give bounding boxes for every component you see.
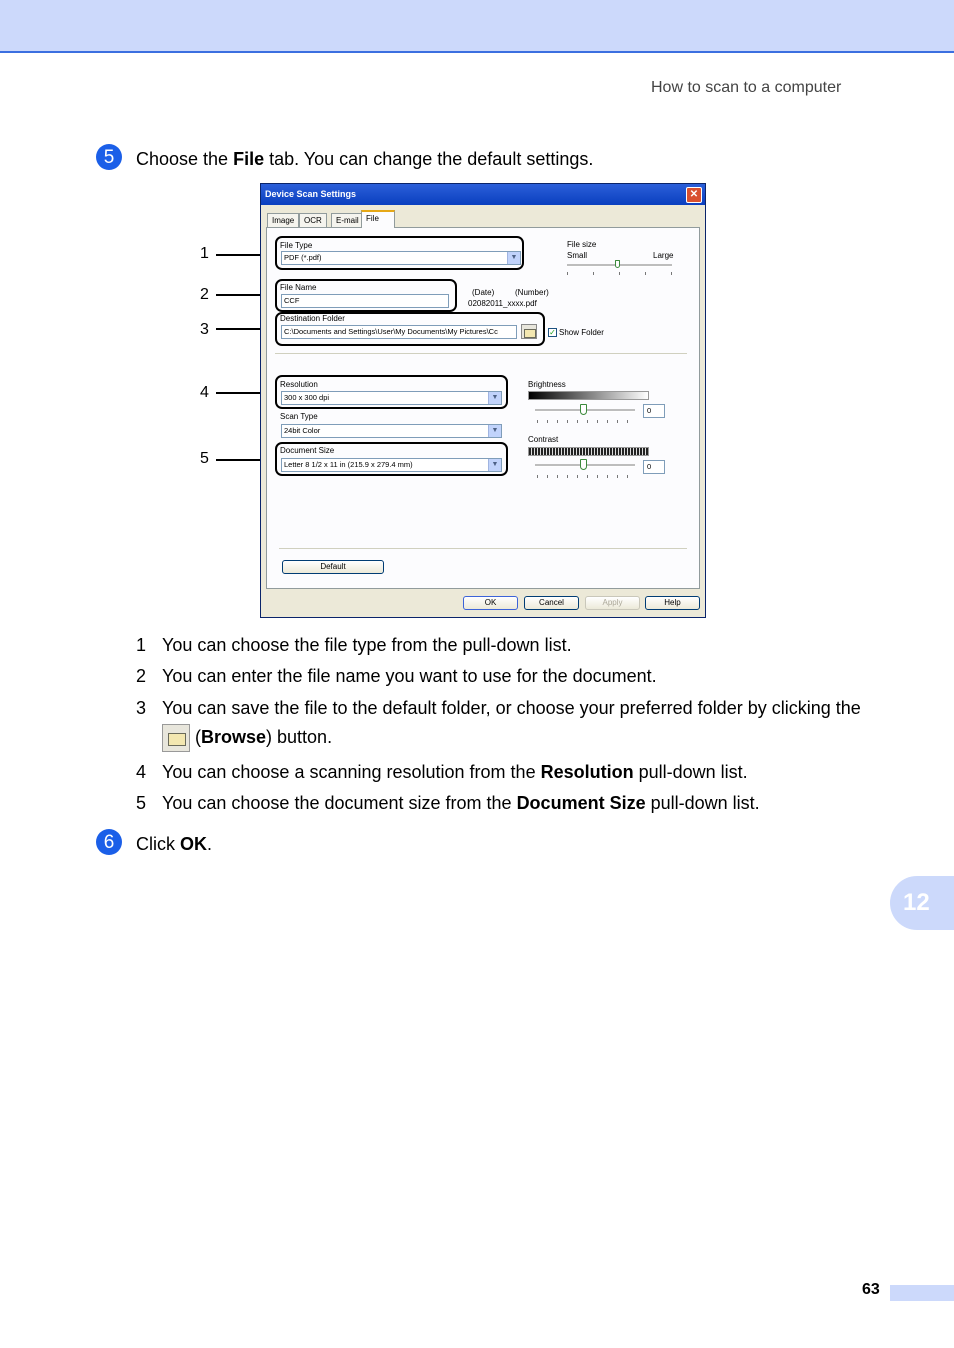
- callout-2-frame: [275, 279, 457, 312]
- list-item: [136, 635, 572, 656]
- contrast-label: Contrast: [528, 435, 559, 444]
- callout-4-label: 4: [200, 384, 209, 401]
- list-item-text-bold: Document Size: [516, 793, 646, 813]
- close-icon[interactable]: ✕: [686, 187, 702, 203]
- file-size-large-label: Large: [653, 251, 674, 260]
- file-name-label: File Name: [280, 283, 317, 292]
- contrast-slider-thumb[interactable]: [580, 459, 587, 470]
- file-name-input[interactable]: CCF: [281, 294, 449, 308]
- page-number-bar: [890, 1285, 954, 1301]
- file-type-value: PDF (*.pdf): [284, 253, 322, 262]
- brightness-slider-thumb[interactable]: [580, 404, 587, 415]
- dialog-title: Device Scan Settings: [265, 189, 357, 199]
- list-item-number: 3: [136, 698, 147, 718]
- tab-ocr[interactable]: OCR: [299, 213, 327, 227]
- step-5-text-bold: File: [233, 149, 265, 169]
- step-6-text-pre: Click: [136, 834, 180, 854]
- file-size-slider-thumb[interactable]: [615, 260, 620, 268]
- callout-1-label: 1: [200, 245, 209, 262]
- list-item-text-pre: (: [190, 726, 201, 747]
- list-item-text: You can choose the file type from the pull-down list.: [162, 635, 572, 655]
- apply-button: Apply: [585, 596, 640, 610]
- step-5-text: [136, 149, 593, 170]
- tab-email[interactable]: E-mail: [331, 213, 364, 227]
- chevron-down-icon[interactable]: ▼: [488, 392, 501, 404]
- list-item-text-post: pull-down list.: [645, 793, 760, 813]
- list-item-text-pre: You can choose the document size from the: [162, 793, 517, 813]
- file-name-example: 02082011_xxxx.pdf: [468, 299, 537, 308]
- file-tab-panel: [266, 227, 700, 589]
- callout-5-frame: [275, 442, 508, 476]
- file-size-ticks: [567, 272, 672, 275]
- list-item: [136, 666, 657, 687]
- callout-4-frame: [275, 375, 508, 409]
- chevron-down-icon[interactable]: ▼: [507, 252, 520, 264]
- tab-image[interactable]: Image: [267, 213, 299, 227]
- tab-file[interactable]: File: [361, 210, 395, 228]
- number-label: (Number): [515, 288, 549, 297]
- scan-type-label: Scan Type: [280, 412, 318, 421]
- file-type-label: File Type: [280, 241, 313, 250]
- list-item-continuation: [162, 724, 332, 752]
- scan-type-value: 24bit Color: [284, 426, 321, 435]
- chevron-down-icon[interactable]: ▼: [488, 425, 501, 437]
- destination-folder-input[interactable]: C:\Documents and Settings\User\My Documents\My Pictures\Cc: [281, 325, 517, 339]
- dialog-titlebar: [261, 184, 705, 205]
- list-item-number: 5: [136, 793, 147, 813]
- callout-1-frame: [275, 236, 524, 270]
- step-5-badge: 5: [96, 144, 122, 170]
- brightness-value-field[interactable]: 0: [643, 404, 665, 418]
- list-item-number: 1: [136, 635, 147, 655]
- step-6-text-bold: OK: [180, 834, 207, 854]
- list-item-text-post: pull-down list.: [633, 762, 748, 782]
- step-6-text: [136, 834, 212, 855]
- ok-button[interactable]: OK: [463, 596, 518, 610]
- top-band: [0, 0, 954, 53]
- list-item: [136, 793, 760, 814]
- destination-folder-label: Destination Folder: [280, 314, 345, 323]
- step-5-text-pre: Choose the: [136, 149, 234, 169]
- resolution-label: Resolution: [280, 380, 318, 389]
- list-item: [136, 762, 748, 783]
- device-scan-settings-dialog: [260, 183, 706, 618]
- callout-5-label: 5: [200, 450, 209, 467]
- list-item-text-post: ) button.: [266, 726, 333, 747]
- brightness-ticks: [537, 420, 633, 423]
- step-5-text-post: tab. You can change the default settings.: [264, 149, 594, 169]
- brightness-label: Brightness: [528, 380, 566, 389]
- scan-type-select[interactable]: [281, 424, 502, 438]
- list-item-text: You can save the file to the default folder, or choose your preferred folder by clicking the: [162, 698, 861, 718]
- step-6-badge: 6: [96, 829, 122, 855]
- resolution-value: 300 x 300 dpi: [284, 393, 330, 402]
- separator: [275, 353, 687, 354]
- section-header: How to scan to a computer: [651, 79, 842, 96]
- show-folder-label: Show Folder: [559, 328, 604, 337]
- callout-2-label: 2: [200, 286, 209, 303]
- step-6-text-post: .: [207, 834, 213, 854]
- list-item-number: 4: [136, 762, 147, 782]
- checkmark-icon[interactable]: ✓: [549, 328, 556, 337]
- default-button[interactable]: Default: [282, 560, 384, 574]
- contrast-ticks: [537, 475, 633, 478]
- folder-icon: [162, 724, 190, 752]
- callout-3-frame: [275, 312, 545, 346]
- chapter-tab: 12: [890, 876, 954, 930]
- brightness-gradient: [528, 391, 649, 400]
- contrast-value-field[interactable]: 0: [643, 460, 665, 474]
- list-item-number: 2: [136, 666, 147, 686]
- help-button[interactable]: Help: [645, 596, 700, 610]
- list-item-text: You can enter the file name you want to use for the document.: [162, 666, 657, 686]
- document-size-value: Letter 8 1/2 x 11 in (215.9 x 279.4 mm): [284, 460, 413, 469]
- file-size-label: File size: [567, 240, 597, 249]
- list-item-text-pre: You can choose a scanning resolution from the: [162, 762, 541, 782]
- callout-3-label: 3: [200, 321, 209, 338]
- file-size-small-label: Small: [567, 251, 588, 260]
- cancel-button[interactable]: Cancel: [524, 596, 579, 610]
- chevron-down-icon[interactable]: ▼: [488, 459, 501, 471]
- date-label: (Date): [472, 288, 495, 297]
- list-item: [136, 698, 861, 719]
- list-item-text-bold: Resolution: [540, 762, 634, 782]
- page-number: 63: [862, 1281, 880, 1298]
- document-size-label: Document Size: [280, 446, 335, 455]
- contrast-pattern: [528, 447, 649, 456]
- browse-label: Browse: [201, 726, 267, 747]
- separator: [279, 548, 687, 549]
